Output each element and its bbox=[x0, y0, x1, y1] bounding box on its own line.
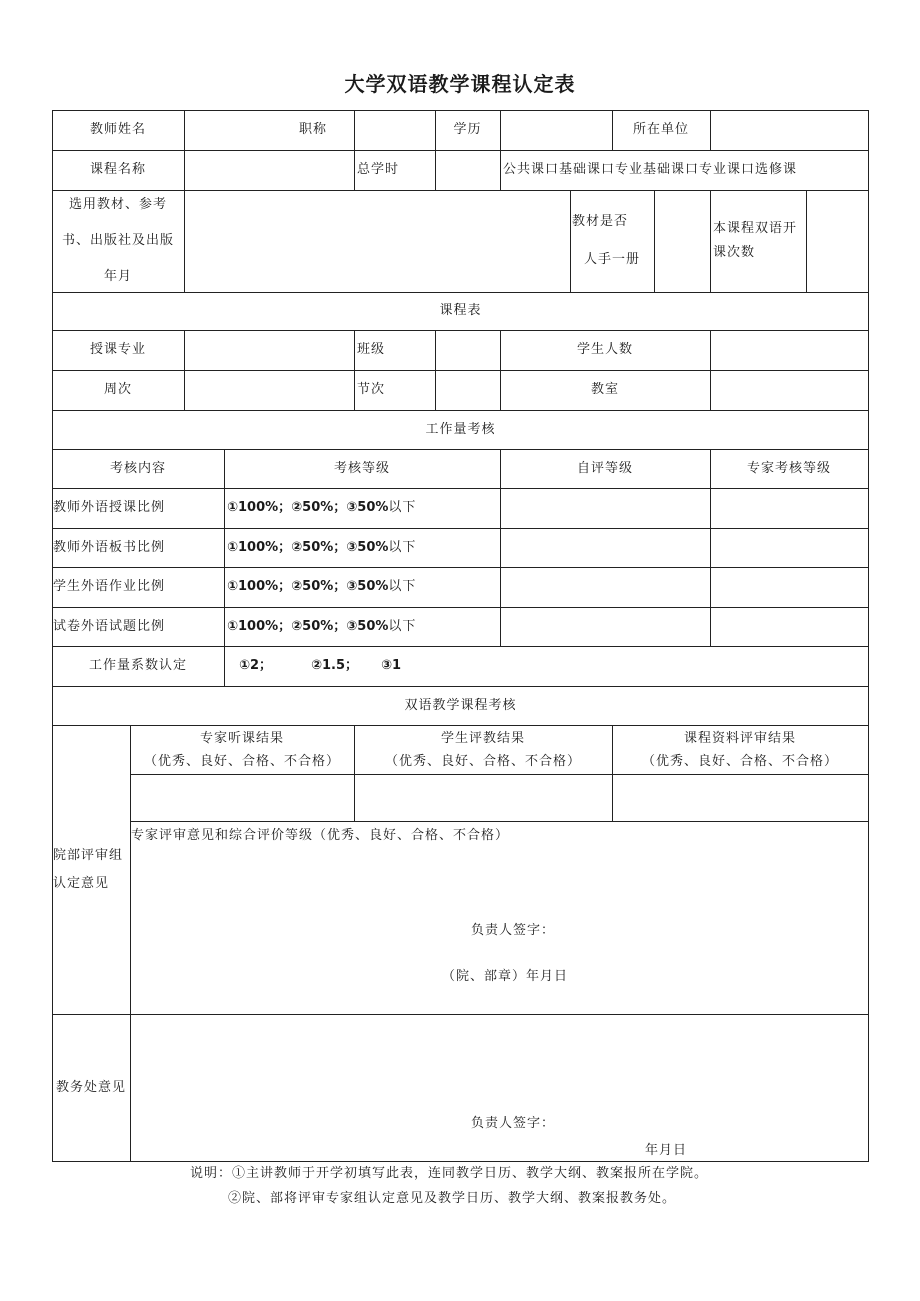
student-evaluation-result-field[interactable] bbox=[355, 775, 612, 821]
period-field[interactable] bbox=[436, 370, 500, 410]
week-label: 周次 bbox=[103, 382, 132, 398]
per-person-label bbox=[570, 190, 654, 292]
workload-expert-field[interactable] bbox=[711, 567, 868, 607]
result-grades: （优秀、良好、合格、不合格） bbox=[384, 753, 581, 769]
academic-affairs-date: 年月日 bbox=[645, 1143, 688, 1159]
unit-label: 所在单位 bbox=[632, 122, 689, 138]
academic-affairs-signature[interactable]: 负责人签字： bbox=[471, 1116, 556, 1132]
course-name-field[interactable] bbox=[185, 150, 354, 190]
total-hours-label: 总学时 bbox=[357, 162, 400, 178]
workload-row-label: 试卷外语试题比例 bbox=[53, 618, 166, 634]
coefficient-option[interactable]: ②1.5； bbox=[311, 658, 359, 674]
textbook-label bbox=[52, 190, 184, 292]
workload-row-options[interactable] bbox=[224, 567, 503, 607]
expert-lecture-result-field[interactable] bbox=[131, 775, 354, 821]
course-type-options[interactable]: 公共课口基础课口专业基础课口专业课口选修课 bbox=[503, 162, 798, 178]
schedule-header: 课程表 bbox=[439, 303, 482, 319]
certification-form bbox=[52, 110, 869, 1162]
workload-row-options[interactable] bbox=[224, 488, 503, 528]
textbook-label-line2: 书、出版社及出版 bbox=[61, 233, 174, 248]
workload-options-text: ①100%；②50%；③50% bbox=[227, 579, 389, 595]
major-field[interactable] bbox=[185, 330, 354, 370]
workload-self-field[interactable] bbox=[501, 607, 710, 646]
teacher-name-label: 教师姓名 bbox=[89, 122, 146, 138]
note-line: ②院、部将评审专家组认定意见及教学日历、教学大纲、教案报教务处。 bbox=[228, 1191, 677, 1206]
bilingual-times-field[interactable] bbox=[807, 190, 868, 292]
major-label: 授课专业 bbox=[89, 342, 146, 358]
workload-options-text: ①100%；②50%；③50% bbox=[227, 618, 389, 634]
education-label: 学历 bbox=[453, 122, 482, 138]
per-person-field[interactable] bbox=[655, 190, 710, 292]
classroom-label: 教室 bbox=[590, 382, 619, 398]
students-field[interactable] bbox=[711, 330, 868, 370]
workload-row-label: 学生外语作业比例 bbox=[53, 579, 166, 595]
period-label: 节次 bbox=[357, 382, 386, 398]
workload-col-expert: 专家考核等级 bbox=[746, 460, 831, 476]
result-title: 课程资料评审结果 bbox=[683, 730, 796, 746]
workload-self-field[interactable] bbox=[501, 528, 710, 567]
workload-options-suffix: 以下 bbox=[388, 618, 417, 634]
workload-row-label: 教师外语授课比例 bbox=[53, 500, 166, 516]
per-person-label-line1: 教材是否 bbox=[572, 214, 629, 229]
workload-col-level: 考核等级 bbox=[333, 460, 390, 476]
class-label: 班级 bbox=[357, 342, 386, 358]
education-field[interactable] bbox=[501, 110, 612, 150]
textbook-label-line3: 年月 bbox=[103, 269, 132, 284]
college-stamp-date: （院、部章）年月日 bbox=[442, 969, 569, 985]
result-title: 学生评教结果 bbox=[440, 730, 525, 746]
course-material-result-field[interactable] bbox=[613, 775, 868, 821]
workload-col-content: 考核内容 bbox=[109, 460, 166, 476]
workload-col-self: 自评等级 bbox=[576, 460, 633, 476]
workload-options-suffix: 以下 bbox=[388, 500, 417, 516]
bilingual-times-label-line2: 课次数 bbox=[713, 245, 756, 260]
border-right bbox=[868, 110, 869, 1162]
workload-options-suffix: 以下 bbox=[388, 579, 417, 595]
title-field[interactable] bbox=[355, 110, 435, 150]
per-person-label-line2: 人手一册 bbox=[583, 252, 640, 267]
classroom-field[interactable] bbox=[711, 370, 868, 410]
note-line: 说明：①主讲教师于开学初填写此表，连同教学日历、教学大纲、教案报所在学院。 bbox=[190, 1166, 709, 1181]
coefficient-options[interactable] bbox=[236, 646, 489, 686]
college-opinion-label-line2: 认定意见 bbox=[53, 875, 110, 891]
class-field[interactable] bbox=[436, 330, 500, 370]
coefficient-label: 工作量系数认定 bbox=[88, 658, 187, 674]
college-opinion-label-line1: 院部评审组 bbox=[53, 847, 124, 863]
students-label: 学生人数 bbox=[576, 342, 633, 358]
college-opinion-label bbox=[52, 725, 130, 1014]
bilingual-times-label-line1: 本课程双语开 bbox=[713, 221, 798, 236]
workload-options-suffix: 以下 bbox=[388, 539, 417, 555]
student-evaluation-result-header bbox=[354, 725, 612, 774]
workload-self-field[interactable] bbox=[501, 567, 710, 607]
workload-self-field[interactable] bbox=[501, 488, 710, 528]
bilingual-times-label bbox=[710, 190, 806, 292]
workload-expert-field[interactable] bbox=[711, 488, 868, 528]
textbook-label-line1: 选用教材、参考 bbox=[68, 197, 167, 212]
expert-lecture-result-header bbox=[130, 725, 354, 774]
workload-expert-field[interactable] bbox=[711, 607, 868, 646]
row-divider bbox=[52, 1014, 869, 1015]
course-name-label: 课程名称 bbox=[89, 162, 146, 178]
workload-row-label: 教师外语板书比例 bbox=[53, 539, 166, 555]
workload-row-options[interactable] bbox=[224, 528, 503, 567]
result-grades: （优秀、良好、合格、不合格） bbox=[641, 753, 838, 769]
row-divider bbox=[130, 821, 869, 822]
workload-row-options[interactable] bbox=[224, 607, 503, 646]
week-field[interactable] bbox=[185, 370, 354, 410]
workload-header: 工作量考核 bbox=[425, 421, 496, 437]
workload-options-text: ①100%；②50%；③50% bbox=[227, 539, 389, 555]
result-title: 专家听课结果 bbox=[199, 730, 284, 746]
college-signature-label[interactable]: 负责人签字： bbox=[471, 923, 556, 939]
unit-field[interactable] bbox=[711, 110, 868, 150]
workload-options-text: ①100%；②50%；③50% bbox=[227, 500, 389, 516]
expert-opinion-prompt: 专家评审意见和综合评价等级（优秀、良好、合格、不合格） bbox=[131, 828, 510, 844]
course-material-result-header bbox=[612, 725, 868, 774]
coefficient-option[interactable]: ③1 bbox=[381, 658, 402, 674]
title-label: 职称 bbox=[298, 122, 327, 138]
academic-affairs-label: 教务处意见 bbox=[55, 1079, 126, 1095]
result-grades: （优秀、良好、合格、不合格） bbox=[143, 753, 340, 769]
textbook-field[interactable] bbox=[185, 190, 570, 292]
total-hours-field[interactable] bbox=[436, 150, 500, 190]
bilingual-header: 双语教学课程考核 bbox=[404, 697, 517, 713]
form-title: 大学双语教学课程认定表 bbox=[344, 72, 576, 96]
workload-expert-field[interactable] bbox=[711, 528, 868, 567]
coefficient-option[interactable]: ①2； bbox=[239, 658, 273, 674]
